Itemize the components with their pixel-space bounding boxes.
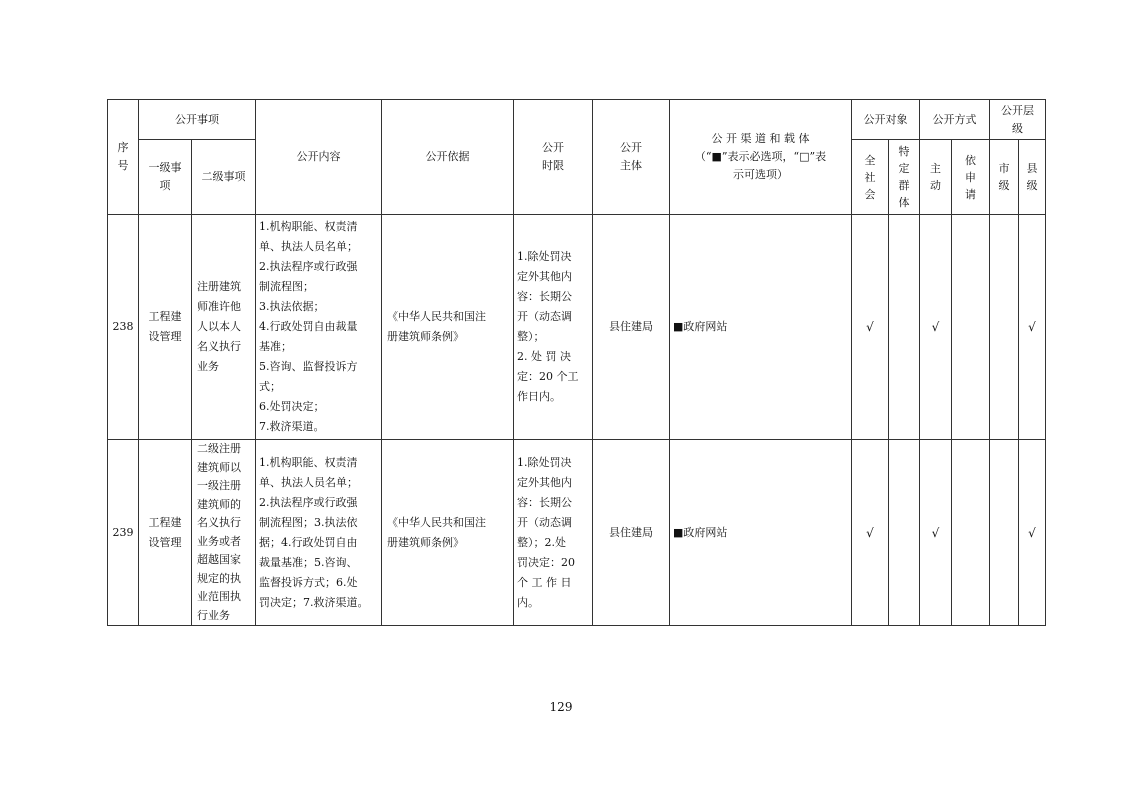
row-mode-apply: [952, 215, 990, 440]
row-level-city: [990, 215, 1019, 440]
row-seq: 238: [108, 215, 139, 440]
row-level1: 工程建 设管理: [139, 215, 192, 440]
row-target-specific: [889, 440, 920, 626]
page-number: 129: [549, 700, 573, 714]
row-level-county: √: [1019, 440, 1046, 626]
header-matter: 公开事项: [139, 100, 256, 140]
row-content: 1.机构职能、权责清 单、执法人员名单； 2.执法程序或行政强 制流程图； 3.执法依据； 4.行政处罚自由裁量 基准； 5.咨询、监督投诉方 式； 6.处罚决定； 7.救济渠道。: [256, 215, 382, 440]
row-channel: ■政府网站: [670, 440, 852, 626]
header-content: 公开内容: [256, 100, 382, 215]
row-mode-active: √: [920, 215, 952, 440]
header-level2: 二级事项: [192, 140, 256, 215]
header-mode-active: 主 动: [920, 140, 952, 215]
header-channel: 公 开 渠 道 和 载 体 （“■”表示必选项，“□”表 示可选项）: [670, 100, 852, 215]
header-mode-apply: 依 申 请: [952, 140, 990, 215]
row-content: 1.机构职能、权责清 单、执法人员名单； 2.执法程序或行政强 制流程图；3.执法依 据；4.行政处罚自由 裁量基准；5.咨询、 监督投诉方式；6.处 罚决定；7.救济渠道。: [256, 440, 382, 626]
row-channel: ■政府网站: [670, 215, 852, 440]
row-level2: 二级注册 建筑师以 一级注册 建筑师的 名义执行 业务或者 超越国家 规定的执 业范围执 行业务: [192, 440, 256, 626]
disclosure-table: [107, 99, 1046, 626]
row-level-county: √: [1019, 215, 1046, 440]
row-level-city: [990, 440, 1019, 626]
row-mode-active: √: [920, 440, 952, 626]
header-target-specific: 特 定 群 体: [889, 140, 920, 215]
header-mode: 公开方式: [920, 100, 990, 140]
header-seq: 序 号: [108, 100, 139, 215]
header-target-all: 全 社 会: [852, 140, 889, 215]
header-basis: 公开依据: [382, 100, 514, 215]
row-period: 1.除处罚决 定外其他内 容：长期公 开（动态调 整）； 2. 处 罚 决 定：20 个工 作日内。: [514, 215, 593, 440]
row-seq: 239: [108, 440, 139, 626]
row-subject: 县住建局: [593, 440, 670, 626]
row-mode-apply: [952, 440, 990, 626]
table-row: [108, 215, 1046, 440]
header-subject: 公开 主体: [593, 100, 670, 215]
table-row: [108, 440, 1046, 626]
row-period: 1.除处罚决 定外其他内 容：长期公 开（动态调 整）；2.处 罚决定：20 个 工 作 日 内。: [514, 440, 593, 626]
header-level1: 一级事 项: [139, 140, 192, 215]
row-target-all: √: [852, 215, 889, 440]
header-level-county: 县 级: [1019, 140, 1046, 215]
row-subject: 县住建局: [593, 215, 670, 440]
header-period: 公开 时限: [514, 100, 593, 215]
row-target-specific: [889, 215, 920, 440]
row-basis: 《中华人民共和国注 册建筑师条例》: [382, 440, 514, 626]
row-level1: 工程建 设管理: [139, 440, 192, 626]
header-target: 公开对象: [852, 100, 920, 140]
row-level2: 注册建筑 师准许他 人以本人 名义执行 业务: [192, 215, 256, 440]
header-level-city: 市 级: [990, 140, 1019, 215]
header-level: 公开层 级: [990, 100, 1046, 140]
row-target-all: √: [852, 440, 889, 626]
row-basis: 《中华人民共和国注 册建筑师条例》: [382, 215, 514, 440]
